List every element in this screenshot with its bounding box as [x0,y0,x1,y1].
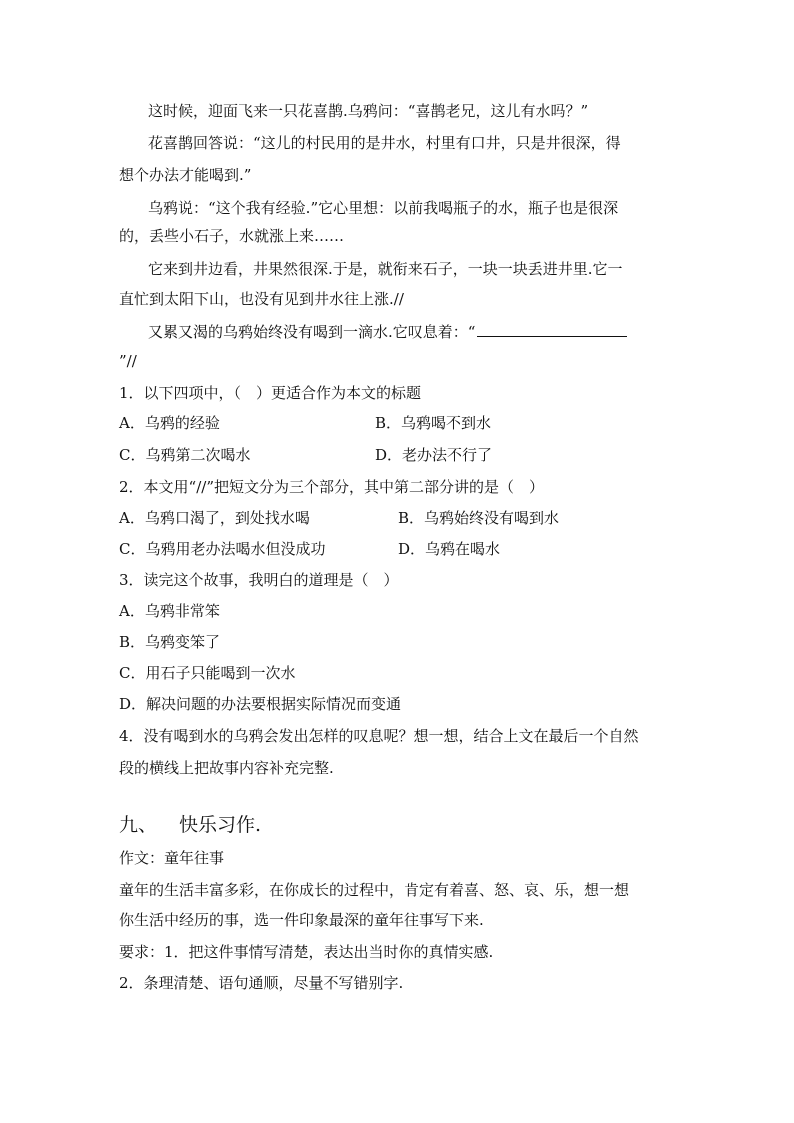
question-1-stem: 1．以下四项中，（ ）更适合作为本文的标题 [119,384,422,402]
passage-paragraph-5-text: 又累又渴的乌鸦始终没有喝到一滴水.它叹息着：“ [148,323,476,341]
composition-requirement-2: 2．条理清楚、语句通顺，尽量不写错别字. [119,974,404,992]
question-1-option-a[interactable]: A．乌鸦的经验 [119,414,220,432]
question-2-option-b[interactable]: B．乌鸦始终没有喝到水 [398,509,560,527]
answer-blank-line[interactable] [477,322,627,337]
question-1-option-c[interactable]: C．乌鸦第二次喝水 [119,446,251,464]
question-1-options-row-1 [119,412,679,434]
passage-paragraph-3-line-1: 乌鸦说：“这个我有经验.”它心里想：以前我喝瓶子的水，瓶子也是很深 [148,199,619,217]
question-3-option-b[interactable]: B．乌鸦变笨了 [119,633,221,651]
question-1-option-b[interactable]: B．乌鸦喝不到水 [375,414,492,432]
composition-prompt-label: 作文：童年往事 [119,849,225,867]
question-2-option-a[interactable]: A．乌鸦口渴了，到处找水喝 [119,509,310,527]
passage-paragraph-2-line-1: 花喜鹊回答说：“这儿的村民用的是井水，村里有口井，只是井很深，得 [148,134,621,152]
question-4-line-2: 段的横线上把故事内容补充完整. [119,759,334,777]
question-2-stem: 2．本文用“//”把短文分为三个部分，其中第二部分讲的是（ ） [119,478,544,496]
question-1-option-d[interactable]: D．老办法不行了 [375,446,493,464]
question-3-option-c[interactable]: C．用石子只能喝到一次水 [119,664,296,682]
composition-description-line-1: 童年的生活丰富多彩，在你成长的过程中，肯定有着喜、怒、哀、乐，想一想 [119,881,630,899]
passage-paragraph-5-line-1 [148,321,708,343]
question-2-options-row-1 [119,507,679,529]
passage-paragraph-1: 这时候，迎面飞来一只花喜鹊.乌鸦问：“喜鹊老兄，这儿有水吗？” [148,102,589,120]
composition-requirement-1: 要求：1．把这件事情写清楚，表达出当时你的真情实感. [119,943,494,961]
passage-paragraph-3-line-2: 的，丢些小石子，水就涨上来…… [119,227,345,245]
section-9-number: 九、 [119,814,158,836]
question-2-option-c[interactable]: C．乌鸦用老办法喝水但没成功 [119,540,326,558]
question-2-options-row-2 [119,538,679,560]
question-4-line-1: 4．没有喝到水的乌鸦会发出怎样的叹息呢？想一想，结合上文在最后一个自然 [119,727,639,745]
question-2-option-d[interactable]: D．乌鸦在喝水 [398,540,501,558]
question-3-stem: 3．读完这个故事，我明白的道理是（ ） [119,571,399,589]
question-3-option-d[interactable]: D．解决问题的办法要根据实际情况而变通 [119,695,402,713]
question-3-option-a[interactable]: A．乌鸦非常笨 [119,602,220,620]
passage-paragraph-4-line-1: 它来到井边看，井果然很深.于是，就衔来石子，一块一块丢进井里.它一 [148,260,623,278]
section-9-title: 快乐习作. [179,814,262,836]
question-1-options-row-2 [119,444,679,466]
composition-description-line-2: 你生活中经历的事，选一件印象最深的童年往事写下来. [119,911,484,929]
passage-paragraph-5-line-2: ”// [119,352,137,370]
passage-paragraph-4-line-2: 直忙到太阳下山，也没有见到井水往上涨.// [119,290,404,308]
passage-paragraph-2-line-2: 想个办法才能喝到.” [119,166,252,184]
section-9-heading [119,812,261,838]
